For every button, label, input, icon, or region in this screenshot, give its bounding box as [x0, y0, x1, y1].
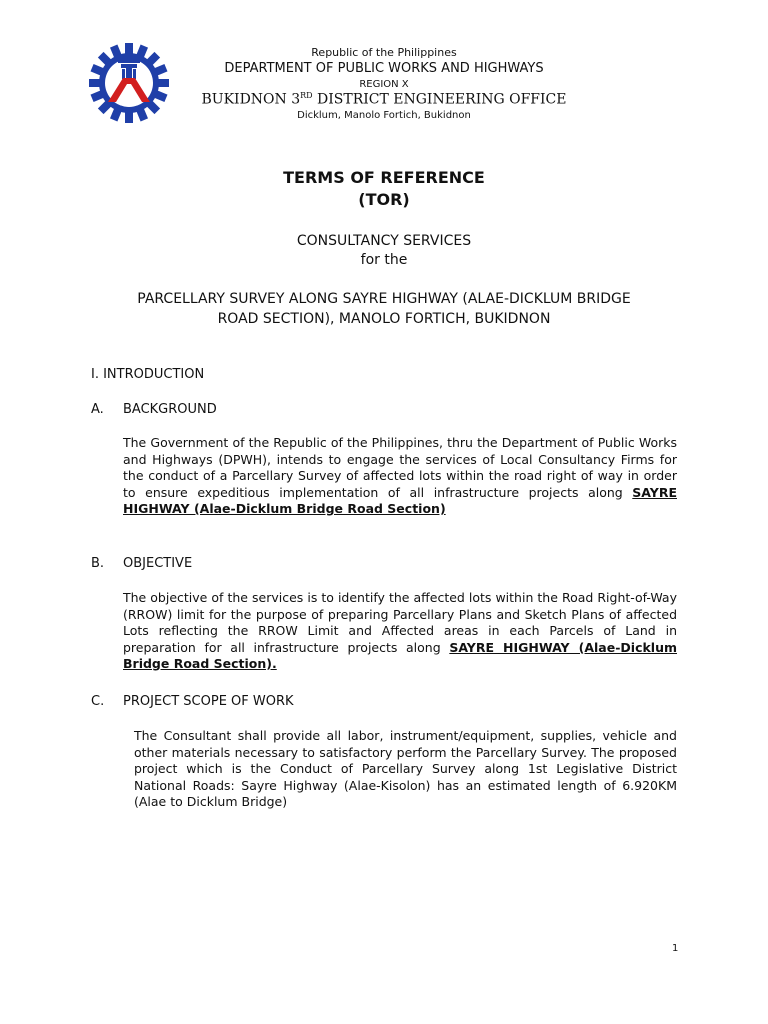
objective-paragraph [123, 590, 677, 673]
republic-line: Republic of the Philippines [311, 46, 457, 59]
subtitle-line2: for the [360, 252, 408, 268]
address-line: Dicklum, Manolo Fortich, Bukidnon [297, 110, 471, 121]
background-letter: A. [91, 402, 104, 417]
department-line: DEPARTMENT OF PUBLIC WORKS AND HIGHWAYS [224, 61, 544, 76]
page-number: 1 [672, 943, 679, 954]
document-title-abbr: (TOR) [358, 190, 410, 209]
objective-heading: OBJECTIVE [123, 556, 193, 571]
project-line1: PARCELLARY SURVEY ALONG SAYRE HIGHWAY (ALAE-DICKLUM BRIDGE [137, 291, 631, 307]
objective-text: The objective of the services is to identify the affected lots within the Road Right-of-Way (RROW) limit for the purpose of preparing Parcellary Plans and Sketch Plans of affected Lots reflecting the RROW Limit and Affected areas in each Parcels of Land in preparation for all infrastructure projects along [123, 590, 677, 655]
background-heading: BACKGROUND [123, 402, 217, 417]
office-prefix: BUKIDNON 3 [201, 91, 301, 108]
region-line: REGION X [359, 79, 409, 90]
project-line2: ROAD SECTION), MANOLO FORTICH, BUKIDNON [217, 311, 551, 327]
objective-emphasis: SAYRE HIGHWAY (Alae-Dicklum Bridge Road Section). [123, 639, 677, 671]
office-suffix: DISTRICT ENGINEERING OFFICE [312, 91, 567, 108]
background-text: The Government of the Republic of the Philippines, thru the Department of Public Works and Highways (DPWH), intends to engage the services of Local Consultancy Firms for the conduct of a Parcellary Survey of affected lots within the road right of way in order to ensure expeditious implementation of all infrastructure projects along [123, 435, 677, 500]
scope-heading: PROJECT SCOPE OF WORK [123, 694, 294, 709]
subtitle-line1: CONSULTANCY SERVICES [296, 233, 472, 249]
office-line [170, 91, 598, 108]
scope-paragraph: The Consultant shall provide all labor, instrument/equipment, supplies, vehicle and other materials necessary to satisfactory perform the Parcellary Survey. The proposed project which is the Conduct of Parcellary Survey along 1st Legislative District National Roads: Sayre Highway (Alae-Kisolon) has an estimated length of 6.920KM (Alae to Dicklum Bridge) [134, 728, 677, 809]
background-emphasis: SAYRE HIGHWAY (Alae-Dicklum Bridge Road Section) [123, 484, 677, 516]
background-paragraph [123, 435, 677, 518]
objective-letter: B. [91, 556, 105, 571]
section-introduction: I. INTRODUCTION [91, 367, 205, 382]
office-sup: RD [300, 91, 313, 100]
document-title: TERMS OF REFERENCE [283, 168, 485, 187]
scope-letter: C. [91, 694, 105, 709]
dpwh-logo [88, 42, 170, 124]
